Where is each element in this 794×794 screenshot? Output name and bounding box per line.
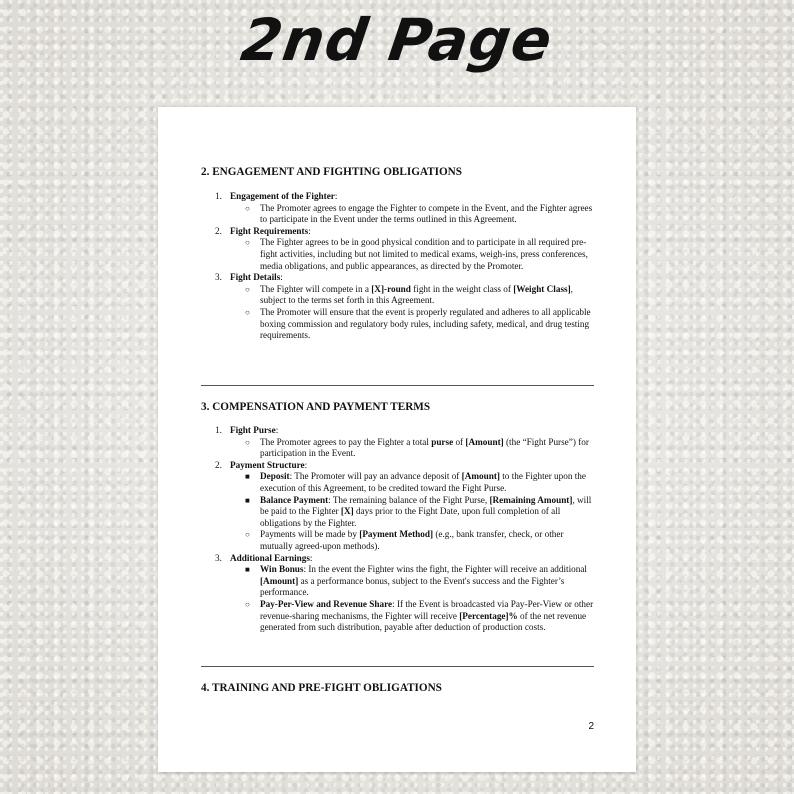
circle-bullet-icon: ○ xyxy=(245,599,250,609)
item-number: 3. xyxy=(215,272,222,283)
placeholder-rounds: [X]-round xyxy=(371,283,411,294)
list-item xyxy=(201,425,594,437)
square-bullet-icon: ■ xyxy=(245,565,250,575)
sub-item-text: (e.g., bank transfer, check, or other mutually agreed-upon methods). xyxy=(260,529,564,551)
sub-item xyxy=(201,203,594,226)
item-title-suffix: : xyxy=(275,425,279,435)
circle-bullet-icon: ○ xyxy=(245,530,250,540)
square-bullet-icon: ■ xyxy=(245,472,250,482)
item-number: 3. xyxy=(215,552,222,563)
sub-item-text: fight in the weight class of xyxy=(410,283,514,294)
sub-item xyxy=(201,237,594,272)
item-title: Payment Structure xyxy=(230,459,305,470)
sub-item-text: of xyxy=(453,436,466,447)
sub-item-text: , subject to the terms set forth in this Agreement. xyxy=(260,283,573,306)
sub-item-text: The Promoter agrees to pay the Fighter a total xyxy=(260,436,432,447)
square-bullet-icon: ■ xyxy=(245,495,250,505)
item-title: Fight Purse xyxy=(230,425,276,435)
document-page xyxy=(158,107,636,772)
section-heading-training: 4. TRAINING AND PRE-FIGHT OBLIGATIONS xyxy=(201,682,442,694)
bold-term-balance-payment: Balance Payment xyxy=(260,494,329,505)
circle-bullet-icon: ○ xyxy=(245,284,250,294)
section-divider xyxy=(201,666,594,667)
sub-item-text: as a performance bonus, subject to the Event's success and the Fighter’s performance. xyxy=(260,575,565,598)
circle-bullet-icon: ○ xyxy=(245,437,250,447)
sub-item-text: (the “Fight Purse”) for participation in the Event. xyxy=(260,436,589,459)
list-item xyxy=(201,191,594,203)
sub-item-text: : If the Event is broadcasted via Pay-Per-View or other revenue-sharing mechanisms, the Fighter will receive xyxy=(260,598,594,621)
sub-item-text: : The remaining balance of the Fight Purse, xyxy=(328,494,490,505)
sub-item-text: The Promoter will ensure that the event is properly regulated and adheres to all applicable boxing commission and regulatory body rules, including safety, medical, and drug testing requirements. xyxy=(260,306,591,341)
sub-item-text: days prior to the Fight Date, upon full completion of all obligations by the Fighter. xyxy=(260,506,561,528)
circle-bullet-icon: ○ xyxy=(245,238,250,248)
sub-item xyxy=(201,529,594,552)
item-title: Additional Earnings xyxy=(230,552,310,563)
sub-item-text: of the net revenue generated from such distribution, payable after deduction of production costs. xyxy=(260,610,587,633)
placeholder-percentage: [Percentage]% xyxy=(459,610,518,621)
item-title: Fight Details xyxy=(230,272,281,283)
sub-item-text: The Fighter agrees to be in good physical condition and to participate in all required pre-fight activities, including but not limited to medical exams, weigh-ins, press conferences, media obligations, and public appearances, as directed by the Promoter. xyxy=(260,237,588,271)
item-title-suffix: : xyxy=(309,552,313,563)
item-number: 1. xyxy=(215,425,222,435)
section-heading-engagement: 2. ENGAGEMENT AND FIGHTING OBLIGATIONS xyxy=(201,166,462,178)
sub-item xyxy=(201,599,594,634)
sub-item xyxy=(201,307,594,342)
placeholder-amount: [Amount] xyxy=(260,575,299,586)
placeholder-amount: [Amount] xyxy=(461,471,500,482)
sub-item-text: : The Promoter will pay an advance deposit of xyxy=(289,471,462,482)
item-title-suffix: : xyxy=(308,225,311,236)
item-title-suffix: : xyxy=(280,272,283,283)
bold-term-win-bonus: Win Bonus xyxy=(260,564,304,575)
circle-bullet-icon: ○ xyxy=(245,307,250,317)
circle-bullet-icon: ○ xyxy=(245,203,250,213)
sub-item xyxy=(201,495,594,530)
item-number: 1. xyxy=(215,191,222,201)
sub-item-text: , will be paid to the Fighter xyxy=(260,494,592,517)
section-body-engagement xyxy=(201,191,594,342)
sub-item-text: : In the event the Fighter wins the fight, the Fighter will receive an additional xyxy=(303,564,587,575)
placeholder-days: [X] xyxy=(340,506,354,517)
placeholder-weight-class: [Weight Class] xyxy=(513,283,571,294)
placeholder-payment-method: [Payment Method] xyxy=(359,529,434,540)
list-item xyxy=(201,272,594,284)
sub-item-text: Payments will be made by xyxy=(260,529,360,540)
item-title: Fight Requirements xyxy=(230,225,309,236)
sub-item-text: The Promoter agrees to engage the Fighter to compete in the Event, and the Fighter agrees to participate in the Event under the terms outlined in this Agreement. xyxy=(260,202,593,225)
list-item xyxy=(201,460,594,472)
item-title-suffix: : xyxy=(304,459,308,470)
item-title: Engagement of the Fighter xyxy=(230,191,335,201)
bold-term-deposit: Deposit xyxy=(260,471,290,482)
placeholder-remaining-amount: [Remaining Amount] xyxy=(489,494,573,505)
sub-item xyxy=(201,284,594,307)
sub-item-text: to the Fighter upon the execution of this Agreement, to be credited toward the Fight Purse. xyxy=(260,471,586,493)
placeholder-amount: [Amount] xyxy=(465,436,504,447)
sub-item-text: The Fighter will compete in a xyxy=(260,283,372,294)
sub-item xyxy=(201,437,594,460)
bold-term-purse: purse xyxy=(431,436,454,447)
item-title-suffix: : xyxy=(334,191,338,201)
item-number: 2. xyxy=(215,459,222,470)
list-item xyxy=(201,226,594,238)
section-heading-compensation: 3. COMPENSATION AND PAYMENT TERMS xyxy=(201,401,431,413)
page-number: 2 xyxy=(588,721,594,732)
bold-term-ppv: Pay-Per-View and Revenue Share xyxy=(260,598,393,609)
list-item xyxy=(201,553,594,565)
banner-title: 2nd Page xyxy=(237,6,557,74)
sub-item xyxy=(201,471,594,494)
section-body-compensation xyxy=(201,425,594,634)
section-divider xyxy=(201,385,594,386)
item-number: 2. xyxy=(215,225,222,236)
sub-item xyxy=(201,564,594,599)
